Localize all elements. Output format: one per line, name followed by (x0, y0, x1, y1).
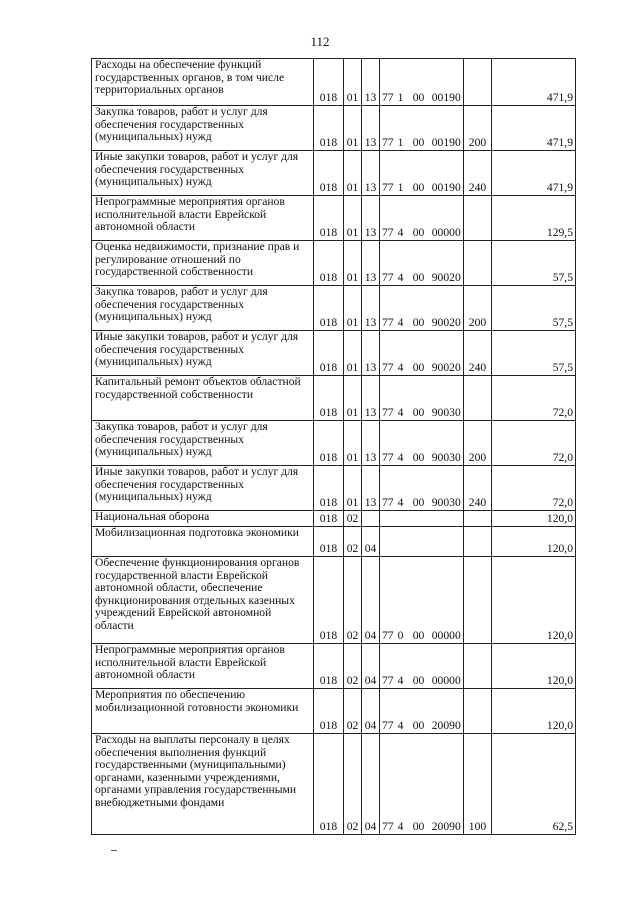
cell-pr: 13 (362, 151, 380, 196)
cell-cs1: 77 (380, 421, 394, 466)
table-row (92, 689, 576, 734)
table-row (92, 421, 576, 466)
cell-cs3: 00 (408, 241, 430, 286)
cell-sum: 120,0 (492, 511, 576, 527)
cell-cs3: 00 (408, 106, 430, 151)
cell-vr: 200 (464, 421, 492, 466)
cell-rz: 01 (344, 241, 362, 286)
cell-cs4: 20090 (430, 734, 464, 835)
cell-pr: 13 (362, 106, 380, 151)
budget-table (91, 58, 576, 835)
cell-pr: 04 (362, 734, 380, 835)
cell-min: 018 (314, 466, 344, 511)
cell-cs2: 1 (394, 151, 408, 196)
cell-min: 018 (314, 241, 344, 286)
cell-vr (464, 689, 492, 734)
cell-cs2: 0 (394, 557, 408, 644)
cell-min: 018 (314, 557, 344, 644)
cell-vr: 200 (464, 286, 492, 331)
cell-name: Непрограммные мероприятия органов исполнительной власти Еврейской автономной области (92, 644, 314, 689)
cell-cs1: 77 (380, 734, 394, 835)
cell-min: 018 (314, 421, 344, 466)
cell-cs4: 00190 (430, 106, 464, 151)
cell-cs4: 00190 (430, 151, 464, 196)
cell-min: 018 (314, 151, 344, 196)
cell-cs3 (408, 511, 430, 527)
cell-cs1: 77 (380, 644, 394, 689)
cell-name: Национальная оборона (92, 511, 314, 527)
cell-name: Закупка товаров, работ и услуг для обеспечения государственных (муниципальных) нужд (92, 421, 314, 466)
cell-min: 018 (314, 331, 344, 376)
cell-rz: 02 (344, 644, 362, 689)
cell-vr (464, 59, 492, 106)
cell-cs4: 20090 (430, 689, 464, 734)
cell-cs1: 77 (380, 59, 394, 106)
cell-name: Непрограммные мероприятия органов исполнительной власти Еврейской автономной области (92, 196, 314, 241)
cell-name: Иные закупки товаров, работ и услуг для обеспечения государственных (муниципальных) нужд (92, 331, 314, 376)
cell-cs2 (394, 511, 408, 527)
cell-sum: 471,9 (492, 59, 576, 106)
cell-name: Расходы на выплаты персоналу в целях обеспечения выполнения функций государственными (муниципальными) органами, казенными учреждениями, органами управления государственными внебюджетными фондами (92, 734, 314, 835)
cell-vr: 100 (464, 734, 492, 835)
cell-min: 018 (314, 527, 344, 557)
cell-cs2 (394, 527, 408, 557)
cell-cs1: 77 (380, 151, 394, 196)
cell-vr (464, 241, 492, 286)
table-row (92, 734, 576, 835)
table-row (92, 241, 576, 286)
cell-cs4: 90020 (430, 286, 464, 331)
cell-rz: 02 (344, 527, 362, 557)
cell-cs2: 4 (394, 376, 408, 421)
cell-cs3 (408, 527, 430, 557)
cell-name: Обеспечение функционирования органов государственной власти Еврейской автономной области, обеспечение функционирования отдельных казенных учреждений Еврейской автономной области (92, 557, 314, 644)
cell-cs4: 90030 (430, 466, 464, 511)
cell-pr: 13 (362, 421, 380, 466)
cell-rz: 01 (344, 421, 362, 466)
cell-pr: 13 (362, 376, 380, 421)
cell-rz: 01 (344, 331, 362, 376)
table-row (92, 151, 576, 196)
cell-sum: 120,0 (492, 689, 576, 734)
cell-pr (362, 511, 380, 527)
cell-name: Капитальный ремонт объектов областной государственной собственности (92, 376, 314, 421)
cell-rz: 02 (344, 557, 362, 644)
cell-vr: 200 (464, 106, 492, 151)
cell-sum: 72,0 (492, 376, 576, 421)
cell-pr: 13 (362, 331, 380, 376)
cell-cs3: 00 (408, 59, 430, 106)
table-row (92, 466, 576, 511)
table-row (92, 644, 576, 689)
cell-sum: 62,5 (492, 734, 576, 835)
cell-name: Закупка товаров, работ и услуг для обеспечения государственных (муниципальных) нужд (92, 106, 314, 151)
table-row (92, 286, 576, 331)
table-row (92, 106, 576, 151)
cell-rz: 01 (344, 196, 362, 241)
cell-min: 018 (314, 59, 344, 106)
cell-name: Иные закупки товаров, работ и услуг для обеспечения государственных (муниципальных) нужд (92, 466, 314, 511)
cell-min: 018 (314, 106, 344, 151)
cell-pr: 13 (362, 59, 380, 106)
cell-cs3: 00 (408, 196, 430, 241)
cell-cs1: 77 (380, 106, 394, 151)
cell-cs4: 90020 (430, 331, 464, 376)
table-row (92, 59, 576, 106)
cell-min: 018 (314, 734, 344, 835)
cell-vr (464, 196, 492, 241)
cell-cs3: 00 (408, 734, 430, 835)
table-row (92, 331, 576, 376)
cell-cs2: 4 (394, 196, 408, 241)
cell-name: Мобилизационная подготовка экономики (92, 527, 314, 557)
cell-cs3: 00 (408, 557, 430, 644)
cell-min: 018 (314, 511, 344, 527)
cell-cs3: 00 (408, 466, 430, 511)
cell-cs1: 77 (380, 376, 394, 421)
cell-vr (464, 527, 492, 557)
cell-cs4: 00000 (430, 557, 464, 644)
cell-cs4 (430, 527, 464, 557)
cell-sum: 57,5 (492, 331, 576, 376)
cell-vr (464, 376, 492, 421)
cell-name: Оценка недвижимости, признание прав и регулирование отношений по государственной собственности (92, 241, 314, 286)
cell-sum: 129,5 (492, 196, 576, 241)
page-number: 112 (310, 34, 330, 49)
cell-cs2: 4 (394, 421, 408, 466)
cell-sum: 57,5 (492, 286, 576, 331)
cell-sum: 120,0 (492, 644, 576, 689)
cell-cs1: 77 (380, 331, 394, 376)
cell-rz: 02 (344, 734, 362, 835)
table-row (92, 511, 576, 527)
cell-min: 018 (314, 286, 344, 331)
cell-cs2: 1 (394, 59, 408, 106)
cell-pr: 04 (362, 689, 380, 734)
cell-cs4: 00190 (430, 59, 464, 106)
cell-cs2: 4 (394, 241, 408, 286)
cell-rz: 02 (344, 689, 362, 734)
cell-cs3: 00 (408, 331, 430, 376)
cell-name: Расходы на обеспечение функций государственных органов, в том числе территориальных органов (92, 59, 314, 106)
cell-cs1 (380, 511, 394, 527)
cell-vr: 240 (464, 151, 492, 196)
cell-cs3: 00 (408, 689, 430, 734)
cell-sum: 471,9 (492, 106, 576, 151)
cell-rz: 01 (344, 151, 362, 196)
cell-vr (464, 511, 492, 527)
cell-vr (464, 644, 492, 689)
cell-cs4: 90030 (430, 421, 464, 466)
cell-name: Мероприятия по обеспечению мобилизационной готовности экономики (92, 689, 314, 734)
cell-cs1: 77 (380, 689, 394, 734)
table-row (92, 527, 576, 557)
cell-cs2: 4 (394, 286, 408, 331)
cell-rz: 01 (344, 106, 362, 151)
cell-sum: 471,9 (492, 151, 576, 196)
cell-cs1: 77 (380, 286, 394, 331)
cell-pr: 04 (362, 644, 380, 689)
cell-cs1: 77 (380, 241, 394, 286)
cell-cs1: 77 (380, 196, 394, 241)
cell-cs4: 90020 (430, 241, 464, 286)
cell-cs1: 77 (380, 466, 394, 511)
cell-cs3: 00 (408, 644, 430, 689)
cell-cs2: 4 (394, 466, 408, 511)
cell-cs2: 4 (394, 644, 408, 689)
cell-cs3: 00 (408, 421, 430, 466)
cell-rz: 01 (344, 466, 362, 511)
cell-sum: 120,0 (492, 527, 576, 557)
cell-pr: 13 (362, 466, 380, 511)
cell-pr: 13 (362, 196, 380, 241)
cell-cs1: 77 (380, 557, 394, 644)
cell-cs2: 4 (394, 331, 408, 376)
cell-cs2: 4 (394, 734, 408, 835)
cell-name: Закупка товаров, работ и услуг для обеспечения государственных (муниципальных) нужд (92, 286, 314, 331)
cell-sum: 72,0 (492, 466, 576, 511)
cell-cs1 (380, 527, 394, 557)
footer-mark (111, 850, 117, 851)
cell-pr: 04 (362, 557, 380, 644)
cell-cs4: 00000 (430, 196, 464, 241)
cell-cs2: 4 (394, 689, 408, 734)
cell-rz: 01 (344, 286, 362, 331)
cell-sum: 72,0 (492, 421, 576, 466)
cell-cs3: 00 (408, 286, 430, 331)
table-row (92, 557, 576, 644)
cell-cs4: 00000 (430, 644, 464, 689)
cell-rz: 02 (344, 511, 362, 527)
cell-vr: 240 (464, 331, 492, 376)
cell-sum: 57,5 (492, 241, 576, 286)
cell-vr: 240 (464, 466, 492, 511)
cell-cs3: 00 (408, 376, 430, 421)
cell-sum: 120,0 (492, 557, 576, 644)
cell-min: 018 (314, 644, 344, 689)
cell-pr: 04 (362, 527, 380, 557)
cell-name: Иные закупки товаров, работ и услуг для обеспечения государственных (муниципальных) нужд (92, 151, 314, 196)
table-row (92, 376, 576, 421)
cell-cs4 (430, 511, 464, 527)
cell-vr (464, 557, 492, 644)
cell-min: 018 (314, 376, 344, 421)
cell-rz: 01 (344, 59, 362, 106)
cell-pr: 13 (362, 241, 380, 286)
cell-cs2: 1 (394, 106, 408, 151)
cell-min: 018 (314, 689, 344, 734)
cell-pr: 13 (362, 286, 380, 331)
cell-rz: 01 (344, 376, 362, 421)
table-row (92, 196, 576, 241)
cell-cs4: 90030 (430, 376, 464, 421)
cell-cs3: 00 (408, 151, 430, 196)
cell-min: 018 (314, 196, 344, 241)
